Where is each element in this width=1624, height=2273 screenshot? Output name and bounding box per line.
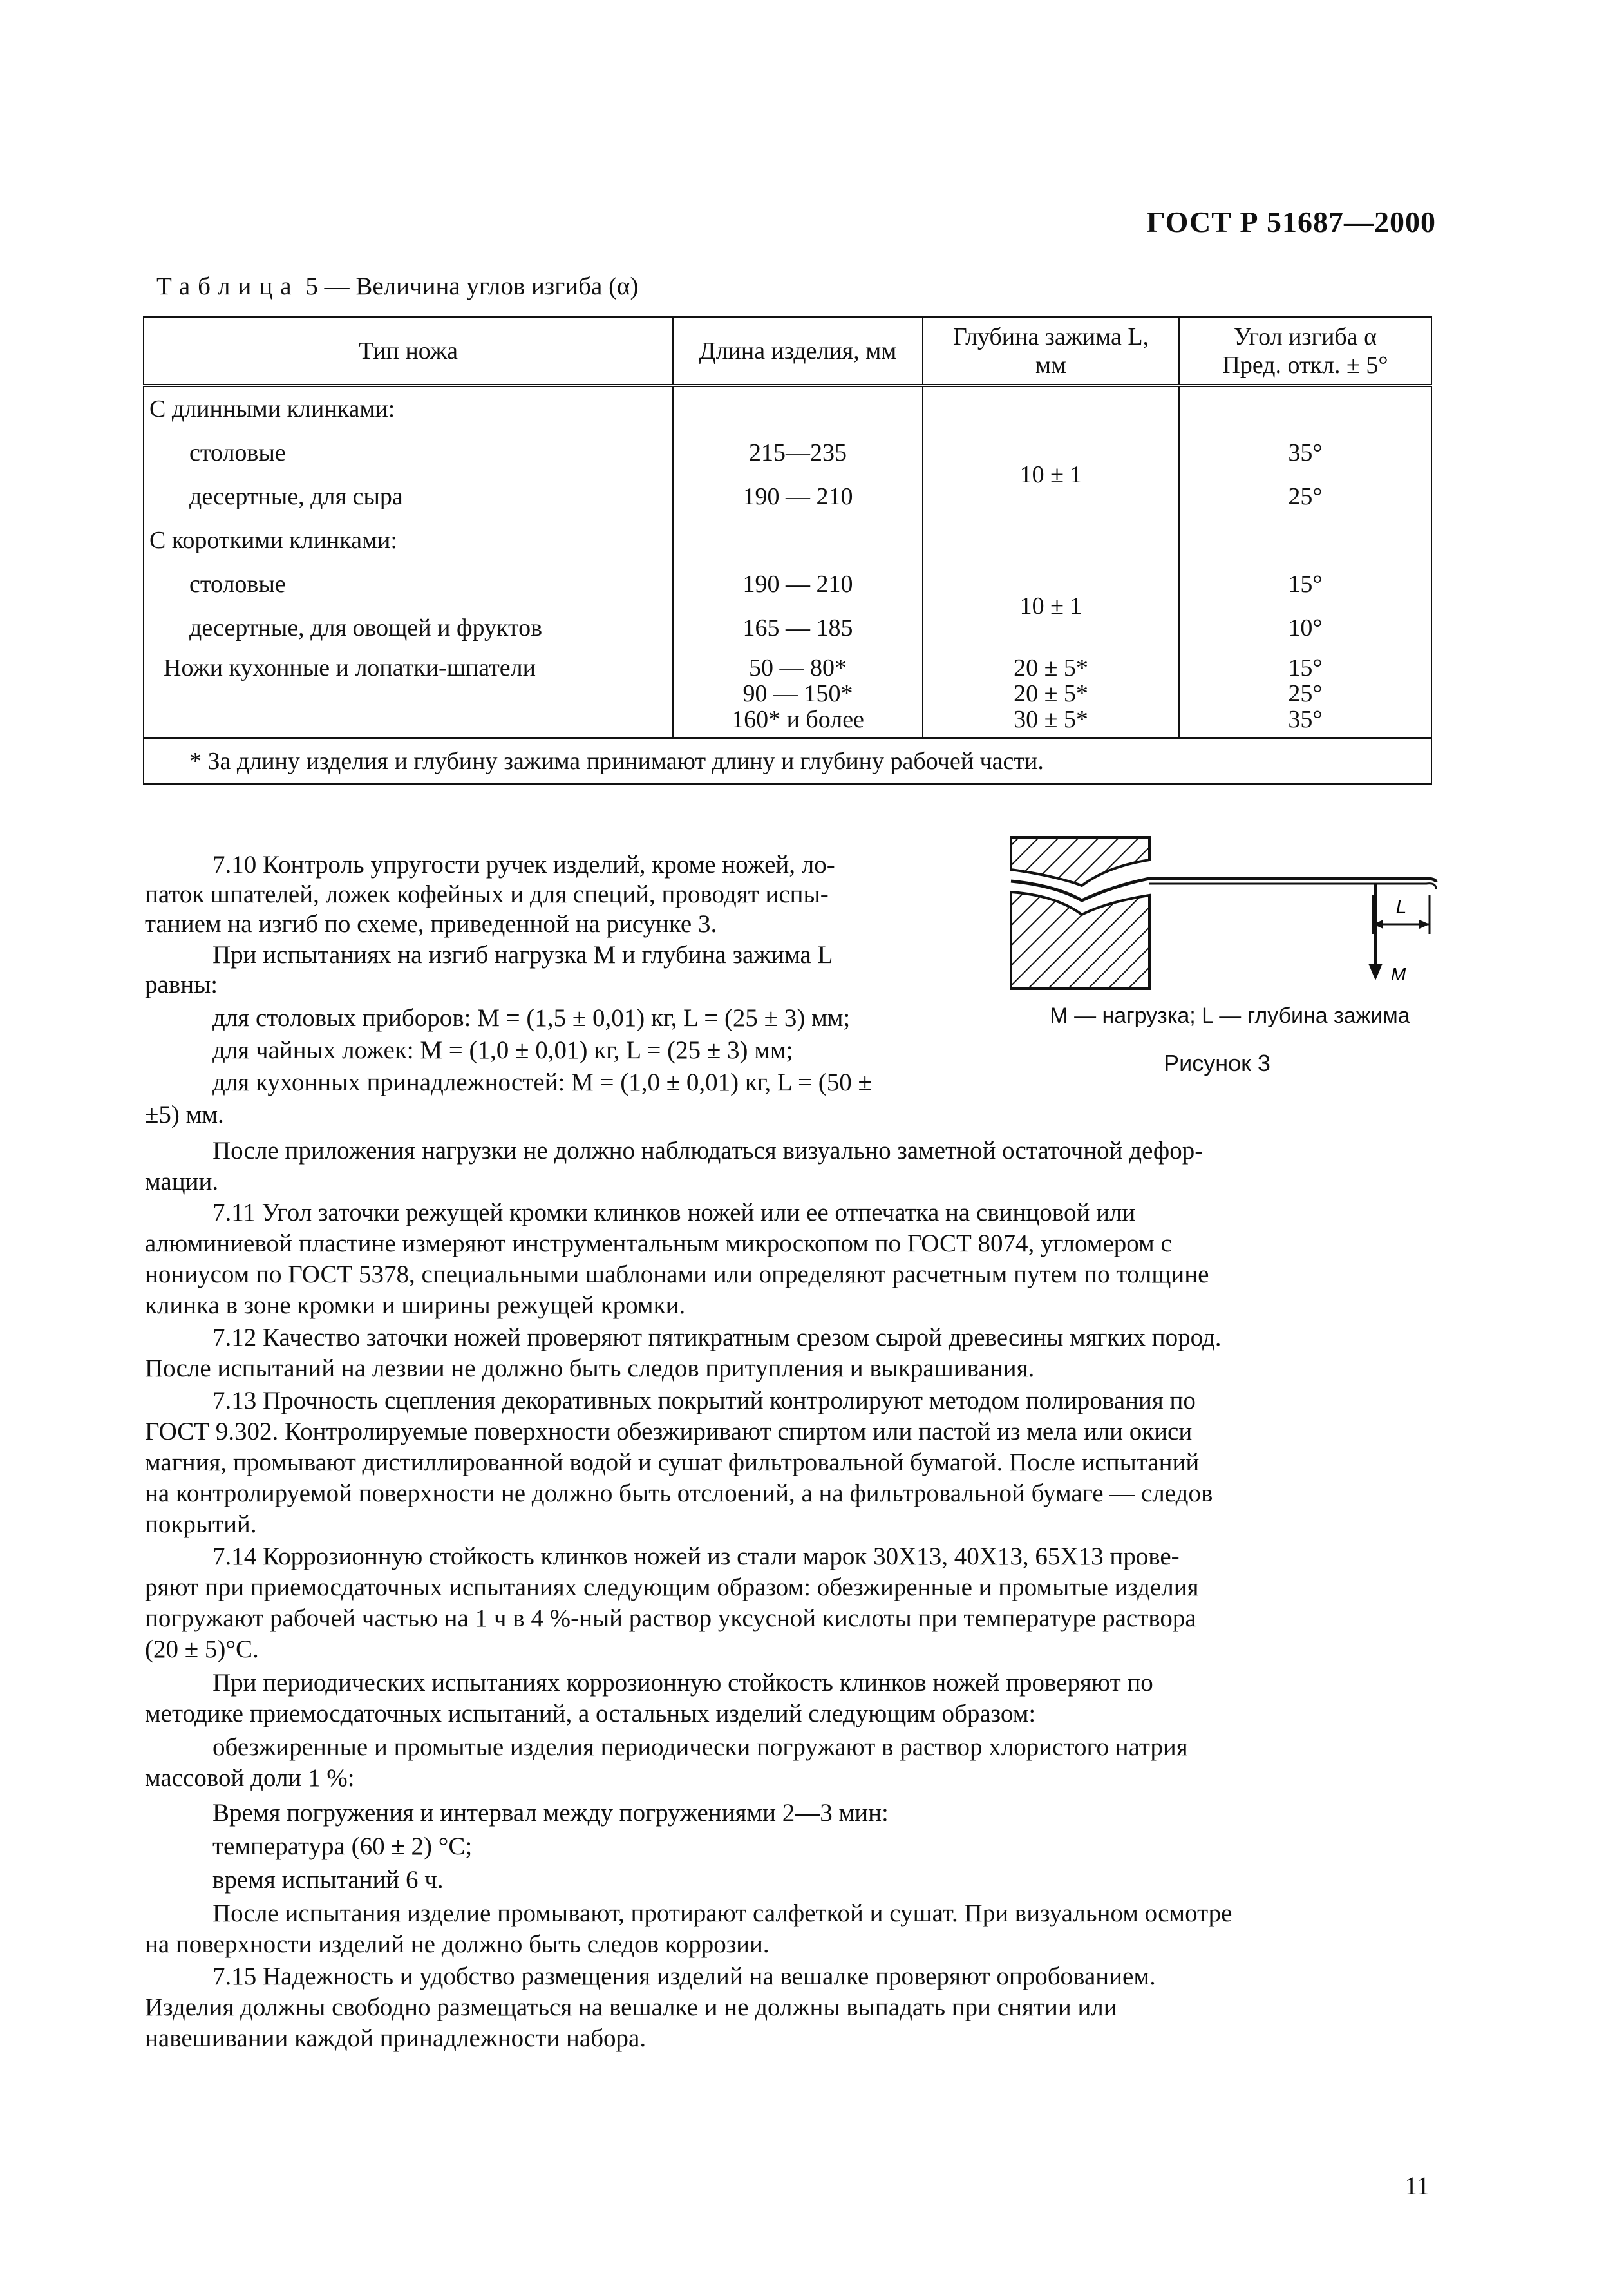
page-number: 11: [1404, 2171, 1430, 2200]
label-L: L: [1395, 897, 1407, 918]
table-header-row: [144, 317, 1431, 386]
table-row: [144, 518, 1431, 562]
bend-angle-table-container: [143, 316, 1431, 789]
text-line: методике приемосдаточных испытаний, а остальных изделий следующим образом:: [145, 1700, 1036, 1727]
length-cell: 165 — 185: [673, 606, 923, 650]
text-line: 7.10 Контроль упругости ручек изделий, кроме ножей, ло-: [212, 851, 835, 879]
angle-line: 15°: [1288, 654, 1323, 681]
text-line: При испытаниях на изгиб нагрузка M и глубина зажима L: [212, 941, 833, 969]
knife-type-cell: десертные, для овощей и фруктов: [144, 606, 673, 650]
text-line: навешивании каждой принадлежности набора.: [145, 2024, 647, 2052]
angle-cell: 25°: [1179, 475, 1431, 518]
group-title: С длинными клинками:: [144, 386, 673, 432]
length-line: 90 — 150*: [742, 680, 853, 707]
text-line: 7.12 Качество заточки ножей проверяют пятикратным срезом сырой древесины мягких пород.: [212, 1324, 1222, 1351]
knife-type-cell: столовые: [144, 431, 673, 475]
text-line: на поверхности изделий не должно быть следов коррозии.: [145, 1930, 770, 1958]
text-line: погружают рабочей частью на 1 ч в 4 %-ный раствор уксусной кислоты при температуре раствора: [145, 1604, 1196, 1632]
figure-caption: M — нагрузка; L — глубина зажима: [1050, 1003, 1410, 1028]
text-line: (20 ± 5)°С.: [145, 1635, 259, 1663]
text-line: ГОСТ 9.302. Контролируемые поверхности обезжиривают спиртом или пастой из мела или окиси: [145, 1418, 1193, 1445]
text-line: Изделия должны свободно размещаться на вешалке и не должны выпадать при снятии или: [145, 1993, 1117, 2021]
length-cell: 190 — 210: [673, 562, 923, 606]
text-line: алюминиевой пластине измеряют инструментальным микроскопом по ГОСТ 8074, угломером с: [145, 1230, 1172, 1257]
text-line: танием на изгиб по схеме, приведенной на рисунке 3.: [145, 910, 717, 938]
text-line: обезжиренные и промытые изделия периодически погружают в раствор хлористого натрия: [212, 1733, 1188, 1761]
length-cell: 215—235: [673, 431, 923, 475]
text-line: температура (60 ± 2) °С;: [212, 1832, 473, 1860]
depth-line: 30 ± 5*: [1014, 706, 1088, 733]
knife-type-cell: Ножи кухонные и лопатки-шпатели: [144, 650, 673, 739]
length-cell: 190 — 210: [673, 475, 923, 518]
angle-cell: 15°: [1179, 562, 1431, 606]
text-line: Время погружения и интервал между погружениями 2—3 мин:: [212, 1799, 889, 1827]
depth-cell: 10 ± 1: [923, 562, 1179, 650]
standard-code: ГОСТ Р 51687—2000: [1146, 205, 1436, 238]
text-line: нониусом по ГОСТ 5378, специальными шаблонами или определяют расчетным путем по толщине: [145, 1260, 1209, 1288]
col-header-knife-type: Тип ножа: [144, 317, 673, 386]
angle-line: 35°: [1288, 706, 1323, 733]
col-header-length: Длина изделия, мм: [673, 317, 923, 386]
table-row: [144, 431, 1431, 475]
text-line: для столовых приборов: M = (1,5 ± 0,01) кг, L = (25 ± 3) мм;: [212, 1004, 851, 1032]
text-line: магния, промывают дистиллированной водой и сушат фильтровальной бумагой. После испытаний: [145, 1449, 1200, 1476]
bend-test-diagram: [1005, 831, 1442, 998]
text-line: 7.11 Угол заточки режущей кромки клинков ножей или ее отпечатка на свинцовой или: [212, 1199, 1136, 1226]
text-line: При периодических испытаниях коррозионную стойкость клинков ножей проверяют по: [212, 1669, 1153, 1697]
length-line: 50 — 80*: [749, 654, 847, 681]
text-line: После испытаний на лезвии не должно быть следов притупления и выкрашивания.: [145, 1355, 1035, 1382]
specimen-handle-edge: [1149, 884, 1436, 889]
text-line: для кухонных принадлежностей: M = (1,0 ± 0,01) кг, L = (50 ±: [212, 1069, 872, 1096]
table-caption-label: Таблица: [156, 272, 299, 300]
angle-line: 25°: [1288, 680, 1323, 707]
length-line: 160* и более: [732, 706, 864, 733]
text-line: массовой доли 1 %:: [145, 1764, 355, 1792]
text-line: 7.13 Прочность сцепления декоративных покрытий контролируют методом полирования по: [212, 1387, 1196, 1414]
lower-clamp-jaw: [1011, 892, 1149, 989]
text-line: После приложения нагрузки не должно наблюдаться визуально заметной остаточной дефор-: [212, 1137, 1204, 1165]
angle-cell: 10°: [1179, 606, 1431, 650]
angle-cell: [1179, 650, 1431, 739]
text-line: на контролируемой поверхности не должно быть отслоений, а на фильтровальной бумаге — следов: [145, 1479, 1213, 1507]
bend-angle-table: [143, 316, 1432, 785]
label-M: M: [1391, 964, 1406, 984]
text-line: После испытания изделие промывают, протирают салфеткой и сушат. При визуальном осмотре: [212, 1899, 1232, 1927]
text-line: равны:: [145, 971, 218, 998]
depth-cell: [923, 650, 1179, 739]
text-line: покрытий.: [145, 1510, 257, 1538]
depth-cell: 10 ± 1: [923, 431, 1179, 518]
col-header-angle: Угол изгиба α Пред. откл. ± 5°: [1179, 317, 1431, 386]
table-row: [144, 475, 1431, 518]
text-line: паток шпателей, ложек кофейных и для специй, проводят испы-: [145, 880, 829, 908]
load-arrow-head: [1368, 964, 1383, 980]
text-line: для чайных ложек: M = (1,0 ± 0,01) кг, L = (25 ± 3) мм;: [212, 1036, 793, 1064]
col-header-depth: Глубина зажима L, мм: [923, 317, 1179, 386]
table-footnote-row: [144, 739, 1431, 785]
depth-line: 20 ± 5*: [1014, 680, 1088, 707]
depth-line: 20 ± 5*: [1014, 654, 1088, 681]
text-line: клинка в зоне кромки и ширины режущей кромки.: [145, 1291, 686, 1319]
table-footnote: * За длину изделия и глубину зажима принимают длину и глубину рабочей части.: [144, 739, 1431, 785]
figure-title: Рисунок 3: [1164, 1050, 1270, 1076]
table-row: [144, 606, 1431, 650]
text-line: 7.14 Коррозионную стойкость клинков ножей из стали марок 30Х13, 40Х13, 65Х13 прове-: [212, 1543, 1180, 1570]
text-line: ±5) мм.: [145, 1101, 224, 1128]
table-caption: [156, 272, 638, 301]
table-caption-text: 5 — Величина углов изгиба (α): [299, 272, 639, 300]
text-line: время испытаний 6 ч.: [212, 1866, 444, 1894]
knife-type-cell: десертные, для сыра: [144, 475, 673, 518]
length-cell: [673, 650, 923, 739]
table-row: [144, 386, 1431, 432]
group-title: С короткими клинками:: [144, 518, 673, 562]
text-line: 7.15 Надежность и удобство размещения изделий на вешалке проверяют опробованием.: [212, 1963, 1156, 1990]
knife-type-cell: столовые: [144, 562, 673, 606]
depth-arrow-head: [1419, 920, 1430, 929]
table-row: [144, 650, 1431, 739]
text-line: мации.: [145, 1168, 219, 1195]
angle-cell: 35°: [1179, 431, 1431, 475]
text-line: ряют при приемосдаточных испытаниях следующим образом: обезжиренные и промытые изделия: [145, 1574, 1199, 1601]
table-row: [144, 562, 1431, 606]
upper-clamp-jaw: [1011, 837, 1149, 886]
